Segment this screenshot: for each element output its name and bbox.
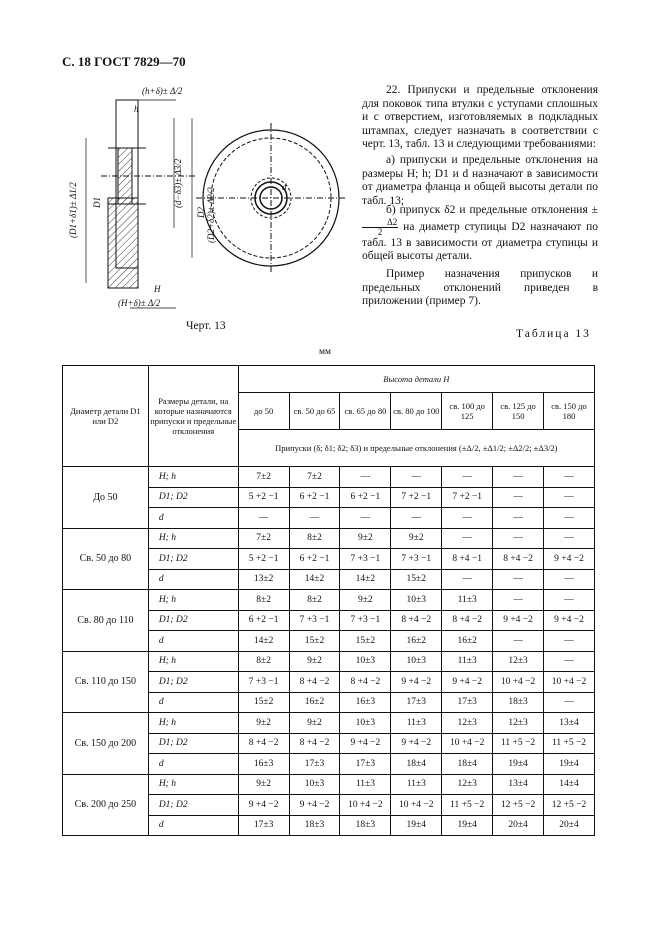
table-cell: — — [544, 692, 595, 713]
table-cell: 11 +5 −2 — [442, 795, 493, 816]
table-cell: 8 +4 −2 — [238, 733, 289, 754]
table-cell: 17±3 — [340, 754, 391, 775]
table-cell: — — [442, 569, 493, 590]
table-cell: 9 +4 −2 — [391, 672, 442, 693]
table-cell: — — [493, 487, 544, 508]
label-top: (h+δ)± Δ/2 — [142, 86, 183, 96]
table-cell: 13±4 — [544, 713, 595, 734]
col-diameter: Диаметр детали D1 или D2 — [63, 366, 149, 467]
allowance-header: Припуски (δ; δ1; δ2; δ3) и предельные отклонения (±Δ/2, ±Δ1/2; ±Δ2/2; ±Δ3/2) — [238, 430, 594, 467]
table-cell: 8 +4 −2 — [493, 549, 544, 570]
table-cell: 11±3 — [391, 713, 442, 734]
table-cell: 17±3 — [238, 815, 289, 836]
paragraph-a: а) припуски и предельные отклонения на размеры H; h; D1 и d назначают в зависимости от диаметра фланца и общей высоты детали по табл. 13; — [362, 154, 598, 207]
fraction — [362, 218, 398, 237]
size-label: H; h — [148, 713, 238, 734]
table-cell: 5 +2 −1 — [238, 549, 289, 570]
table-cell: 19±4 — [493, 754, 544, 775]
diameter-group: До 50 — [63, 467, 149, 529]
fraction-den: 2 — [377, 226, 383, 237]
table-cell: — — [340, 508, 391, 529]
table-cell: 7 +3 −1 — [238, 672, 289, 693]
table-cell: 9±2 — [238, 713, 289, 734]
table-cell: — — [544, 487, 595, 508]
table-cell: 5 +2 −1 — [238, 487, 289, 508]
table-cell: 7±2 — [238, 467, 289, 488]
table-cell: 10±3 — [391, 590, 442, 611]
table-cell: 15±2 — [340, 631, 391, 652]
table-cell: 8 +4 −2 — [391, 610, 442, 631]
allowance-table — [62, 365, 595, 836]
table-cell: 19±4 — [442, 815, 493, 836]
height-col-0: до 50 — [238, 393, 289, 430]
size-label: D1; D2 — [148, 487, 238, 508]
table-cell: 14±4 — [544, 774, 595, 795]
table-row — [63, 590, 595, 611]
table-cell: 8 +4 −2 — [289, 733, 340, 754]
table-cell: 12±3 — [493, 713, 544, 734]
table-cell: 19±4 — [391, 815, 442, 836]
table-cell: 9±2 — [340, 590, 391, 611]
table-cell: 13±4 — [493, 774, 544, 795]
table-cell: 11±3 — [340, 774, 391, 795]
table-cell: 10 +4 −2 — [544, 672, 595, 693]
size-label: D1; D2 — [148, 733, 238, 754]
table-cell: 16±3 — [238, 754, 289, 775]
table-cell: 8 +4 −2 — [289, 672, 340, 693]
table-cell: 9 +4 −2 — [544, 610, 595, 631]
table-cell: 9 +4 −2 — [391, 733, 442, 754]
table-cell: — — [391, 467, 442, 488]
table-row — [63, 528, 595, 549]
table-cell: 8 +4 −2 — [442, 610, 493, 631]
paragraph-b-start: б) припуск δ2 и предельные отклонения ± — [386, 204, 598, 216]
height-col-3: св. 80 до 100 — [391, 393, 442, 430]
paragraph-b-end: на диаметр ступицы D2 назначают по табл. 13 в зависимости от диаметра ступицы и общей высоты детали. — [362, 220, 599, 263]
drawing-13 — [56, 78, 356, 318]
table-cell: 7 +2 −1 — [442, 487, 493, 508]
size-label: H; h — [148, 651, 238, 672]
table-cell: — — [544, 569, 595, 590]
label-d: d — [282, 182, 287, 192]
table-cell: 19±4 — [544, 754, 595, 775]
table-cell: — — [544, 528, 595, 549]
diameter-group: Св. 110 до 150 — [63, 651, 149, 713]
table-cell: 9 +4 −2 — [442, 672, 493, 693]
table-cell: — — [391, 508, 442, 529]
table-cell: 9 +4 −2 — [340, 733, 391, 754]
table-cell: 9 +4 −2 — [289, 795, 340, 816]
table-cell: — — [289, 508, 340, 529]
label-left: (D1+δ1)± Δ1/2 — [68, 182, 78, 238]
table-cell: 14±2 — [289, 569, 340, 590]
table-cell: 8±2 — [238, 590, 289, 611]
table-cell: 7 +3 −1 — [391, 549, 442, 570]
diameter-group: Св. 150 до 200 — [63, 713, 149, 775]
table-cell: — — [544, 631, 595, 652]
table-caption: Таблица 13 — [516, 328, 591, 340]
size-label: H; h — [148, 774, 238, 795]
table-cell: 8 +4 −1 — [442, 549, 493, 570]
table-cell: 8±2 — [238, 651, 289, 672]
table-cell: 8±2 — [289, 528, 340, 549]
table-cell: 6 +2 −1 — [289, 487, 340, 508]
table-cell: — — [493, 569, 544, 590]
height-col-6: св. 150 до 180 — [544, 393, 595, 430]
table-cell: 16±3 — [340, 692, 391, 713]
size-label: D1; D2 — [148, 672, 238, 693]
col-sizes: Размеры детали, на которые назначаются припуски и предельные отклонения — [148, 366, 238, 467]
table-cell: 10 +4 −2 — [442, 733, 493, 754]
table-cell: 7 +3 −1 — [340, 610, 391, 631]
table-cell: 6 +2 −1 — [238, 610, 289, 631]
table-cell: — — [544, 467, 595, 488]
size-label: d — [148, 692, 238, 713]
height-col-1: св. 50 до 65 — [289, 393, 340, 430]
table-cell: 15±2 — [289, 631, 340, 652]
table-cell: 12±3 — [442, 713, 493, 734]
fraction-num: Δ2 — [362, 218, 398, 228]
paragraph-example: Пример назначения припусков и предельных отклонений приведен в приложении (пример 7). — [362, 268, 598, 308]
size-label: d — [148, 815, 238, 836]
table-cell: 18±3 — [289, 815, 340, 836]
page-header: С. 18 ГОСТ 7829—70 — [62, 54, 186, 69]
table-row — [63, 713, 595, 734]
table-cell: 7±2 — [289, 467, 340, 488]
paragraph-b — [362, 204, 598, 264]
table-cell: 9±2 — [238, 774, 289, 795]
size-label: D1; D2 — [148, 549, 238, 570]
table-cell: 20±4 — [493, 815, 544, 836]
table-row — [63, 774, 595, 795]
table-cell: 11±3 — [442, 651, 493, 672]
table-cell: 7±2 — [238, 528, 289, 549]
table-cell: 11±3 — [442, 590, 493, 611]
table-cell: 16±2 — [442, 631, 493, 652]
label-D1: D1 — [92, 197, 102, 208]
table-cell: 10 +4 −2 — [493, 672, 544, 693]
label-h: h — [134, 104, 139, 114]
table-cell: 7 +3 −1 — [289, 610, 340, 631]
table-cell: — — [442, 528, 493, 549]
table-cell: 9 +4 −2 — [238, 795, 289, 816]
table-cell: — — [442, 467, 493, 488]
table-cell: 18±4 — [391, 754, 442, 775]
size-label: d — [148, 569, 238, 590]
size-label: d — [148, 631, 238, 652]
table-cell: — — [340, 467, 391, 488]
table-cell: 18±3 — [493, 692, 544, 713]
table-cell: 8±2 — [289, 590, 340, 611]
height-col-4: св. 100 до 125 — [442, 393, 493, 430]
table-cell: — — [544, 651, 595, 672]
table-cell: 17±3 — [442, 692, 493, 713]
table-cell: — — [493, 631, 544, 652]
table-cell: 16±2 — [391, 631, 442, 652]
table-cell: — — [493, 508, 544, 529]
table-cell: — — [544, 508, 595, 529]
size-label: H; h — [148, 528, 238, 549]
table-cell: 7 +2 −1 — [391, 487, 442, 508]
table-cell: 10±3 — [340, 651, 391, 672]
table-cell: 12 +5 −2 — [544, 795, 595, 816]
label-bottom: (H+δ)± Δ/2 — [118, 298, 161, 308]
table-cell: — — [442, 508, 493, 529]
diameter-group: Св. 50 до 80 — [63, 528, 149, 590]
table-cell: 9±2 — [289, 651, 340, 672]
size-label: d — [148, 754, 238, 775]
table-cell: 10±3 — [391, 651, 442, 672]
table-cell: 12 +5 −2 — [493, 795, 544, 816]
table-cell: 12±3 — [493, 651, 544, 672]
table-cell: 20±4 — [544, 815, 595, 836]
table-cell: 9±2 — [289, 713, 340, 734]
table-cell: 14±2 — [340, 569, 391, 590]
figure-caption: Черт. 13 — [186, 320, 226, 332]
table-cell: — — [238, 508, 289, 529]
table-cell: 8 +4 −2 — [340, 672, 391, 693]
size-label: H; h — [148, 467, 238, 488]
table-cell: 17±3 — [391, 692, 442, 713]
table-cell: 11±3 — [391, 774, 442, 795]
diameter-group: Св. 80 до 110 — [63, 590, 149, 652]
size-label: H; h — [148, 590, 238, 611]
table-cell: 10 +4 −2 — [391, 795, 442, 816]
table-cell: 15±2 — [391, 569, 442, 590]
height-col-2: св. 65 до 80 — [340, 393, 391, 430]
label-right2: (D2+δ2)± Δ2/2 — [206, 187, 216, 243]
paragraph-22: 22. Припуски и предельные отклонения для поковок типа втулки с уступами сплошных и с отверстием, изготовляемых в подкладных штампах, следует назначать в соответствии с черт. 13, табл. 13 и следующими требованиями: — [362, 84, 598, 151]
table-cell: 12±3 — [442, 774, 493, 795]
table-cell: 18±3 — [340, 815, 391, 836]
table-cell: 9 +4 −2 — [493, 610, 544, 631]
table-row — [63, 467, 595, 488]
table-cell: 15±2 — [238, 692, 289, 713]
table-cell: 10±3 — [340, 713, 391, 734]
table-cell: 11 +5 −2 — [493, 733, 544, 754]
table-cell: 10±3 — [289, 774, 340, 795]
table-cell: 6 +2 −1 — [340, 487, 391, 508]
label-right1: (d−δ3)± Δ3/2 — [173, 158, 183, 208]
height-header: Высота детали H — [238, 366, 594, 393]
table-cell: 13±2 — [238, 569, 289, 590]
table-cell: — — [493, 590, 544, 611]
table-cell: — — [493, 528, 544, 549]
size-label: D1; D2 — [148, 610, 238, 631]
table-cell: 6 +2 −1 — [289, 549, 340, 570]
diameter-group: Св. 200 до 250 — [63, 774, 149, 836]
table-cell: 11 +5 −2 — [544, 733, 595, 754]
size-label: d — [148, 508, 238, 529]
table-cell: 9 +4 −2 — [544, 549, 595, 570]
height-col-5: св. 125 до 150 — [493, 393, 544, 430]
table-cell: 16±2 — [289, 692, 340, 713]
label-H: H — [154, 284, 161, 294]
table-cell: 17±3 — [289, 754, 340, 775]
table-cell: 10 +4 −2 — [340, 795, 391, 816]
label-D2: D2 — [196, 207, 206, 218]
table-cell: 18±4 — [442, 754, 493, 775]
table-cell: 14±2 — [238, 631, 289, 652]
table-cell: 7 +3 −1 — [340, 549, 391, 570]
table-cell: 9±2 — [391, 528, 442, 549]
table-cell: — — [544, 590, 595, 611]
table-cell: 9±2 — [340, 528, 391, 549]
table-cell: — — [493, 467, 544, 488]
unit-label: мм — [319, 347, 332, 357]
table-row — [63, 651, 595, 672]
size-label: D1; D2 — [148, 795, 238, 816]
